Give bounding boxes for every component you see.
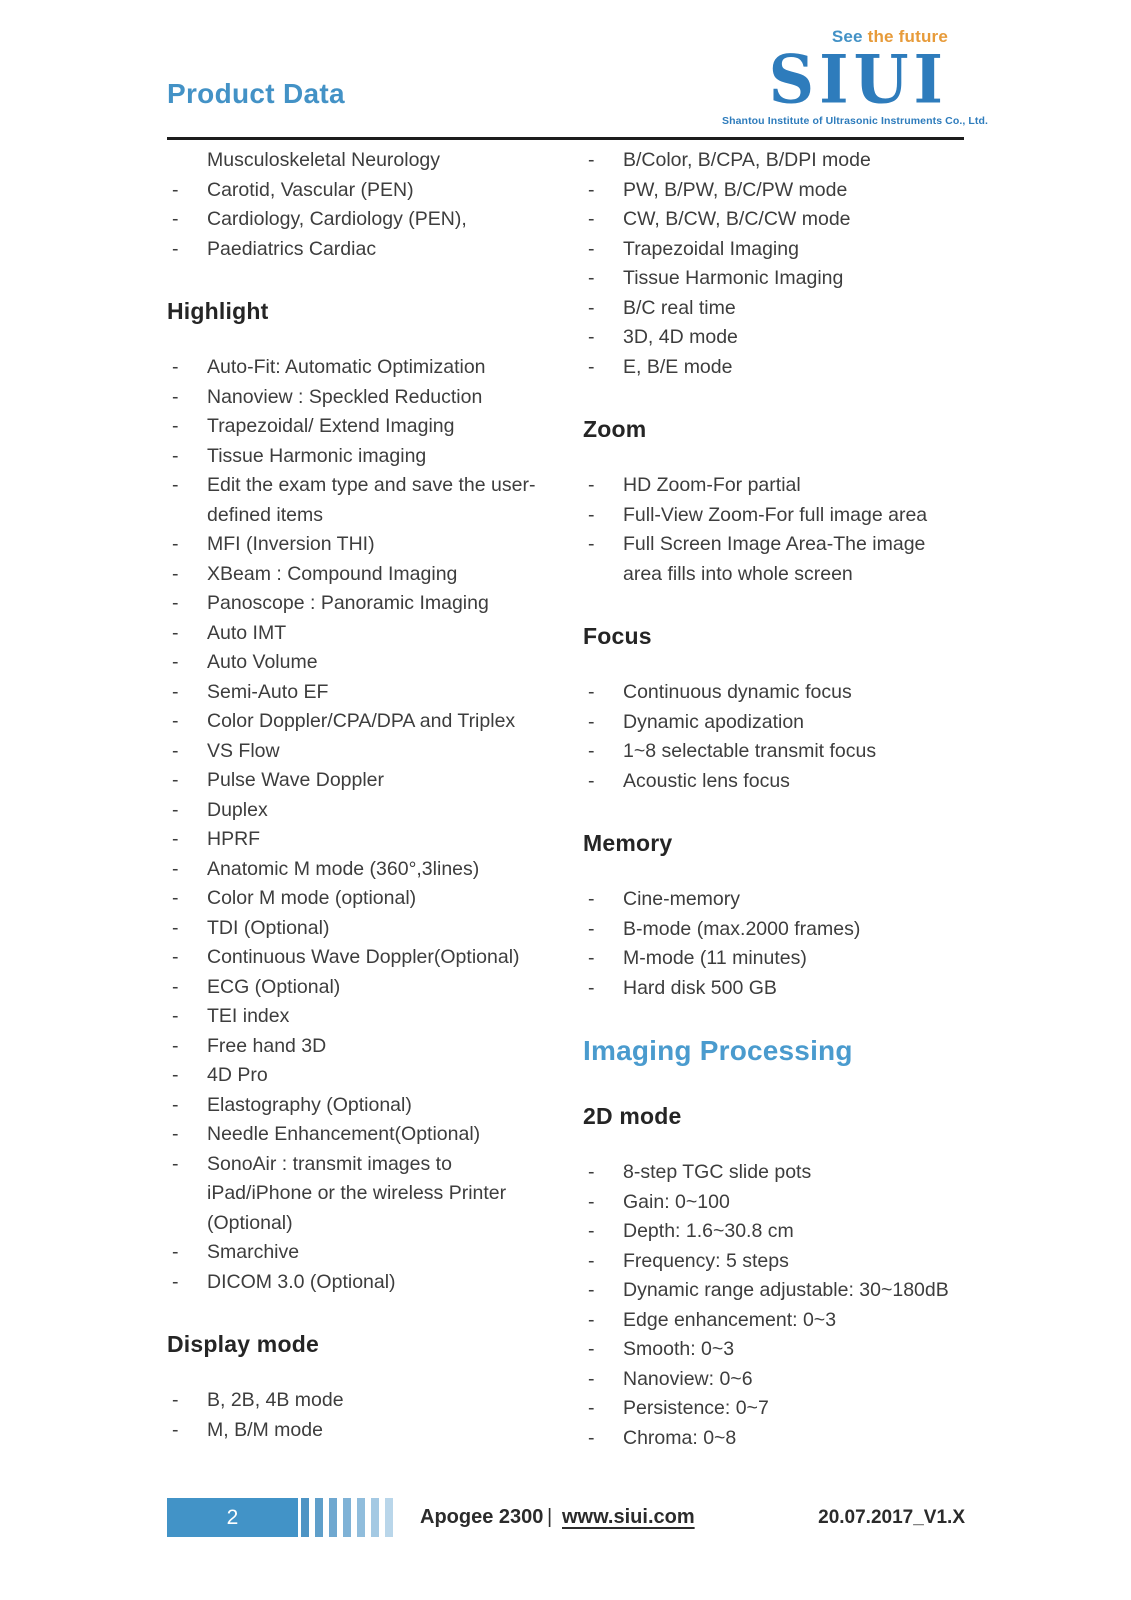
bullet-dash <box>167 146 207 176</box>
bullet-dash: - <box>172 1123 179 1145</box>
list-item-text: Dynamic range adjustable: 30~180dB <box>623 1279 949 1301</box>
list-item-text: VS Flow <box>207 739 280 762</box>
list-item-text: Panoscope : Panoramic Imaging <box>207 592 489 614</box>
bullet-dash: - <box>588 681 595 703</box>
left-column <box>167 146 565 1445</box>
list-item-text: Smooth: 0~3 <box>623 1338 735 1360</box>
bullet-dash: - <box>588 1308 595 1331</box>
list-item-text: Cine-memory <box>623 888 741 910</box>
list-item-text: DICOM 3.0 (Optional) <box>207 1270 396 1293</box>
page-number: 2 <box>226 1506 239 1529</box>
bullet-dash: - <box>172 887 179 909</box>
bullet-dash: - <box>172 651 179 673</box>
bullet-dash: - <box>588 740 595 762</box>
list-item-text: Smarchive <box>207 1241 300 1263</box>
list-item-text: Carotid, Vascular (PEN) <box>207 178 414 201</box>
list-item-text: Tissue Harmonic Imaging <box>623 267 844 289</box>
bullet-dash: - <box>172 562 179 585</box>
list-item <box>583 885 981 915</box>
list-item-text: Acoustic lens focus <box>623 769 790 792</box>
list-item <box>583 708 981 738</box>
list-item-text: HPRF <box>207 828 261 850</box>
list-item <box>583 915 981 945</box>
section-heading: Focus <box>583 623 652 649</box>
list-item <box>167 1120 565 1150</box>
list-item <box>583 530 981 589</box>
bullet-dash: - <box>588 888 595 910</box>
list-item <box>583 1217 981 1247</box>
list-item-text: Cardiology, Cardiology (PEN), <box>207 208 467 230</box>
bullet-dash: - <box>588 1220 595 1242</box>
bullet-dash: - <box>172 916 179 939</box>
bullet-dash: - <box>588 1367 595 1390</box>
list-item-text: Musculoskeletal Neurology <box>207 149 441 171</box>
bullet-dash: - <box>588 178 595 201</box>
list-item-text: Continuous Wave Doppler(Optional) <box>207 946 520 968</box>
bullet-dash: - <box>172 178 179 201</box>
bullet-dash: - <box>588 149 595 171</box>
list-item-text: Free hand 3D <box>207 1034 327 1057</box>
list-item <box>583 146 981 176</box>
bullet-dash: - <box>588 1338 595 1360</box>
list-item <box>167 973 565 1003</box>
bullet-dash: - <box>172 1270 179 1293</box>
list-item-text: Trapezoidal Imaging <box>623 237 799 260</box>
list-item-text: Gain: 0~100 <box>623 1190 730 1213</box>
bullet-dash: - <box>588 769 595 792</box>
list-item <box>167 707 565 737</box>
list-item <box>583 767 981 797</box>
list-item-text: Hard disk 500 GB <box>623 976 777 999</box>
list-item-text: B/C real time <box>623 296 736 319</box>
bullet-dash: - <box>588 1279 595 1301</box>
bullet-dash: - <box>172 739 179 762</box>
list-item-text: Full Screen Image Area-The image area fills into whole screen <box>623 533 926 585</box>
list-item <box>167 1416 565 1446</box>
bullet-dash: - <box>172 237 179 260</box>
list-item-text: 8-step TGC slide pots <box>623 1161 812 1183</box>
list-item <box>583 1247 981 1277</box>
section-heading: Display mode <box>167 1331 319 1357</box>
footer-version: 20.07.2017_V1.X <box>818 1507 965 1528</box>
list-item <box>583 1424 981 1454</box>
bullet-dash: - <box>588 1161 595 1183</box>
footer-bar <box>301 1498 309 1537</box>
list-item <box>167 412 565 442</box>
list-item <box>583 471 981 501</box>
list-item-text: 4D Pro <box>207 1064 268 1086</box>
bullet-dash: - <box>588 710 595 733</box>
bullet-dash: - <box>588 1190 595 1213</box>
bullet-dash: - <box>172 946 179 968</box>
siui-logo <box>722 27 989 127</box>
bullet-dash: - <box>172 415 179 437</box>
bullet-dash: - <box>588 267 595 289</box>
list-item-text: Paediatrics Cardiac <box>207 237 377 260</box>
list-item-text: Trapezoidal/ Extend Imaging <box>207 415 455 437</box>
bullet-dash: - <box>172 828 179 850</box>
list-item <box>583 1188 981 1218</box>
list-item <box>583 1365 981 1395</box>
list-item <box>167 943 565 973</box>
list-item-text: B/Color, B/CPA, B/DPI mode <box>623 149 871 171</box>
list-item <box>167 530 565 560</box>
list-item <box>167 1386 565 1416</box>
list-item <box>583 1276 981 1306</box>
bullet-dash: - <box>588 296 595 319</box>
list-item-text: Semi-Auto EF <box>207 680 329 703</box>
list-item <box>167 766 565 796</box>
list-item-text: Auto IMT <box>207 621 287 644</box>
bullet-dash: - <box>172 385 179 408</box>
footer-separator: | <box>547 1506 553 1528</box>
list-item <box>167 855 565 885</box>
list-item <box>167 678 565 708</box>
footer-bar <box>371 1498 379 1537</box>
list-item <box>583 235 981 265</box>
list-item <box>167 560 565 590</box>
list-item-text: MFI (Inversion THI) <box>207 533 375 555</box>
list-item-text: ECG (Optional) <box>207 975 341 998</box>
bullet-dash: - <box>588 326 595 348</box>
list-item <box>167 176 565 206</box>
bullet-dash: - <box>172 798 179 821</box>
list-item-text: 3D, 4D mode <box>623 326 738 348</box>
section-heading: Memory <box>583 830 673 856</box>
page-footer <box>0 1498 1131 1537</box>
footer-bar <box>357 1498 365 1537</box>
list-item <box>583 501 981 531</box>
list-item-text: Duplex <box>207 798 268 821</box>
list-item-text: Auto-Fit: Automatic Optimization <box>207 356 486 378</box>
bullet-dash: - <box>588 917 595 940</box>
list-item <box>167 589 565 619</box>
bullet-dash: - <box>172 857 179 880</box>
bullet-dash: - <box>172 680 179 703</box>
list-item-text: Needle Enhancement(Optional) <box>207 1123 481 1145</box>
list-item <box>583 944 981 974</box>
list-item-text: Edit the exam type and save the user-defined items <box>207 474 536 526</box>
list-item <box>167 205 565 235</box>
list-item-text: Full-View Zoom-For full image area <box>623 503 928 526</box>
footer-bars-decoration <box>301 1498 393 1537</box>
bullet-dash: - <box>172 975 179 998</box>
list-item <box>167 825 565 855</box>
bullet-dash: - <box>588 355 595 378</box>
list-item <box>583 1306 981 1336</box>
list-item <box>583 737 981 767</box>
bullet-dash: - <box>172 356 179 378</box>
list-item <box>583 353 981 383</box>
list-item <box>167 235 565 265</box>
bullet-dash: - <box>588 503 595 526</box>
list-item <box>583 176 981 206</box>
bullet-dash: - <box>172 474 179 496</box>
bullet-dash: - <box>588 1426 595 1449</box>
list-item-text: Elastography (Optional) <box>207 1093 412 1116</box>
bullet-dash: - <box>172 1389 179 1411</box>
logo-tagline-see: See <box>831 27 863 46</box>
list-item-text: Auto Volume <box>207 651 318 673</box>
list-item-text: XBeam : Compound Imaging <box>207 562 458 585</box>
section-heading: Zoom <box>583 416 647 442</box>
list-item-text: TDI (Optional) <box>207 916 330 939</box>
list-item <box>583 1394 981 1424</box>
list-item <box>167 383 565 413</box>
list-item-text: Pulse Wave Doppler <box>207 769 385 791</box>
page-title: Product Data <box>167 78 345 109</box>
header-divider <box>167 137 964 140</box>
list-item <box>167 353 565 383</box>
list-item <box>167 1091 565 1121</box>
list-item <box>167 1002 565 1032</box>
bullet-dash: - <box>172 1005 179 1027</box>
list-item <box>583 205 981 235</box>
list-item-text: Nanoview : Speckled Reduction <box>207 385 483 408</box>
list-item-text: CW, B/CW, B/C/CW mode <box>623 208 851 230</box>
bullet-dash: - <box>172 769 179 791</box>
list-item <box>167 1268 565 1298</box>
list-item <box>167 146 565 176</box>
footer-bar <box>329 1498 337 1537</box>
list-item <box>583 264 981 294</box>
list-item-text: Chroma: 0~8 <box>623 1426 737 1449</box>
list-item <box>167 1238 565 1268</box>
list-item <box>167 442 565 472</box>
list-item <box>167 1061 565 1091</box>
bullet-dash: - <box>172 592 179 614</box>
list-item-text: M, B/M mode <box>207 1418 323 1441</box>
bullet-dash: - <box>172 1064 179 1086</box>
list-item <box>167 471 565 530</box>
list-item-text: Frequency: 5 steps <box>623 1249 789 1272</box>
bullet-dash: - <box>588 208 595 230</box>
page-number-badge <box>167 1498 298 1537</box>
list-item-text: Anatomic M mode (360°,3lines) <box>207 857 480 880</box>
bullet-dash: - <box>172 1241 179 1263</box>
list-item <box>167 884 565 914</box>
list-item-text: Continuous dynamic focus <box>623 681 852 703</box>
list-item <box>167 796 565 826</box>
logo-wordmark: SIUI <box>768 40 948 119</box>
bullet-dash: - <box>172 208 179 230</box>
list-item-text: Edge enhancement: 0~3 <box>623 1308 837 1331</box>
bullet-dash: - <box>172 533 179 555</box>
list-item <box>167 1032 565 1062</box>
list-item-text: TEI index <box>207 1005 290 1027</box>
bullet-dash: - <box>172 1152 179 1175</box>
list-item-text: Color Doppler/CPA/DPA and Triplex <box>207 710 516 732</box>
list-item-text: Color M mode (optional) <box>207 887 417 909</box>
list-item <box>583 294 981 324</box>
bullet-dash: - <box>588 533 595 555</box>
bullet-dash: - <box>172 621 179 644</box>
logo-tagline-future: the future <box>867 27 948 46</box>
list-item-text: 1~8 selectable transmit focus <box>623 740 877 762</box>
bullet-dash: - <box>172 710 179 732</box>
list-item-text: Persistence: 0~7 <box>623 1397 769 1419</box>
section-heading: 2D mode <box>583 1103 682 1129</box>
list-item-text: B-mode (max.2000 frames) <box>623 917 861 940</box>
list-item <box>167 914 565 944</box>
bullet-dash: - <box>172 1093 179 1116</box>
list-item <box>583 323 981 353</box>
list-item-text: Dynamic apodization <box>623 710 805 733</box>
list-item <box>583 1335 981 1365</box>
bullet-dash: - <box>172 1034 179 1057</box>
list-item <box>167 648 565 678</box>
logo-subtitle: Shantou Institute of Ultrasonic Instruments Co., Ltd. <box>722 115 989 127</box>
list-item-text: Nanoview: 0~6 <box>623 1367 753 1390</box>
list-item-text: E, B/E mode <box>623 355 733 378</box>
list-item <box>167 1150 565 1239</box>
list-item-text: SonoAir : transmit images to iPad/iPhone or the wireless Printer (Optional) <box>207 1152 507 1234</box>
bullet-dash: - <box>172 1418 179 1441</box>
footer-bar <box>385 1498 393 1537</box>
section-heading: Highlight <box>167 298 269 324</box>
list-item <box>583 974 981 1004</box>
bullet-dash: - <box>588 1397 595 1419</box>
right-column <box>583 146 981 1453</box>
footer-bar <box>343 1498 351 1537</box>
list-item-text: B, 2B, 4B mode <box>207 1389 344 1411</box>
bullet-dash: - <box>588 1249 595 1272</box>
bullet-dash: - <box>588 474 595 496</box>
footer-product-name: Apogee 2300 <box>420 1506 544 1528</box>
footer-bar <box>315 1498 323 1537</box>
section-heading: Imaging Processing <box>583 1035 853 1066</box>
bullet-dash: - <box>588 976 595 999</box>
bullet-dash: - <box>588 237 595 260</box>
list-item-text: Tissue Harmonic imaging <box>207 444 427 467</box>
footer-website-link[interactable]: www.siui.com <box>562 1506 695 1528</box>
bullet-dash: - <box>172 444 179 467</box>
list-item-text: PW, B/PW, B/C/PW mode <box>623 178 848 201</box>
bullet-dash: - <box>588 947 595 969</box>
list-item-text: Depth: 1.6~30.8 cm <box>623 1220 794 1242</box>
list-item-text: HD Zoom-For partial <box>623 474 801 496</box>
list-item <box>583 678 981 708</box>
list-item-text: M-mode (11 minutes) <box>623 947 807 969</box>
list-item <box>583 1158 981 1188</box>
list-item <box>167 737 565 767</box>
list-item <box>167 619 565 649</box>
